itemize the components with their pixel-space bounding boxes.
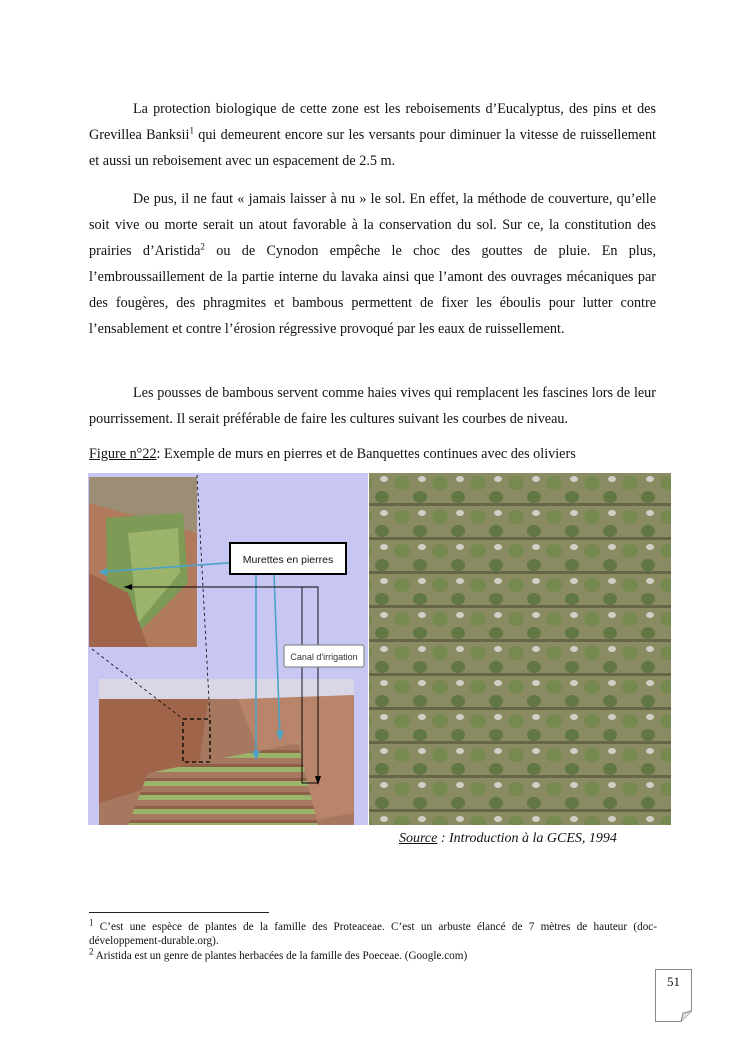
- paragraph-reforestation: [89, 96, 656, 174]
- figure-source: [399, 831, 617, 847]
- photo-olive-terraces: [369, 473, 671, 825]
- footnote-number: 1: [89, 917, 94, 928]
- figure-caption: [89, 446, 576, 463]
- footnote-ref-1[interactable]: 1: [189, 125, 194, 136]
- paragraph-soil-cover: [89, 186, 656, 342]
- source-label: Source: [399, 831, 438, 846]
- footnote-ref-2[interactable]: 2: [200, 241, 205, 252]
- photo-terrace-closeup: [89, 477, 197, 647]
- figure-terrace-photos: [88, 473, 671, 825]
- photo-terrace-wide: [99, 679, 354, 825]
- paragraph-text: La protection biologique de cette zone est les reboisements d’Eucalyptus, des pins et des Grevillea Banksii: [89, 101, 656, 143]
- footnote-text: Aristida est un genre de plantes herbacées de la famille des Poeceae. (Google.com): [93, 950, 468, 962]
- figure-title: : Exemple de murs en pierres et de Banquettes continues avec des oliviers: [156, 446, 576, 462]
- paragraph-text: qui demeurent encore sur les versants pour diminuer la vitesse de ruissellement et aussi un reboisement avec un espacement de 2.5 m.: [89, 127, 656, 169]
- footnote-1: [89, 917, 657, 948]
- footnote-number: 2: [89, 946, 94, 957]
- figure-label: Figure n°22: [89, 446, 157, 462]
- callout-walls-label: Murettes en pierres: [242, 554, 334, 566]
- footnote-text: C’est une espèce de plantes de la famille des Proteaceae. C’est un arbuste élancé de 7 mètres de hauteur (doc-développement-durable.org).: [89, 921, 657, 947]
- footnote-divider: [89, 912, 269, 913]
- footnote-2: [89, 946, 657, 963]
- paragraph-text: ou de Cynodon empêche le choc des gouttes de pluie. En plus, l’embroussaillement de la partie interne du lavaka ainsi que l’amont des ouvrages mécaniques par des fougères, des phragmites et bambous permettent de fixer les éboulis pour lutter contre l’ensablement et contre l’érosion régressive provoqué par les eaux de ruissellement.: [89, 243, 656, 337]
- callout-canal-label: Canal d'irrigation: [290, 652, 358, 662]
- paragraph-text: Les pousses de bambous servent comme haies vives qui remplacent les fascines lors de leur pourrissement. Il serait préférable de faire les cultures suivant les courbes de niveau.: [89, 385, 656, 427]
- source-text: : Introduction à la GCES, 1994: [437, 831, 617, 846]
- paragraph-text: De pus, il ne faut « jamais laisser à nu » le sol. En effet, la méthode de couverture, qu’elle soit vive ou morte serait un atout favorable à la conservation du sol. Sur ce, la constitution des prairies d’Aristida: [89, 191, 656, 259]
- page-number: 51: [667, 974, 680, 989]
- paragraph-bamboo: [89, 380, 656, 432]
